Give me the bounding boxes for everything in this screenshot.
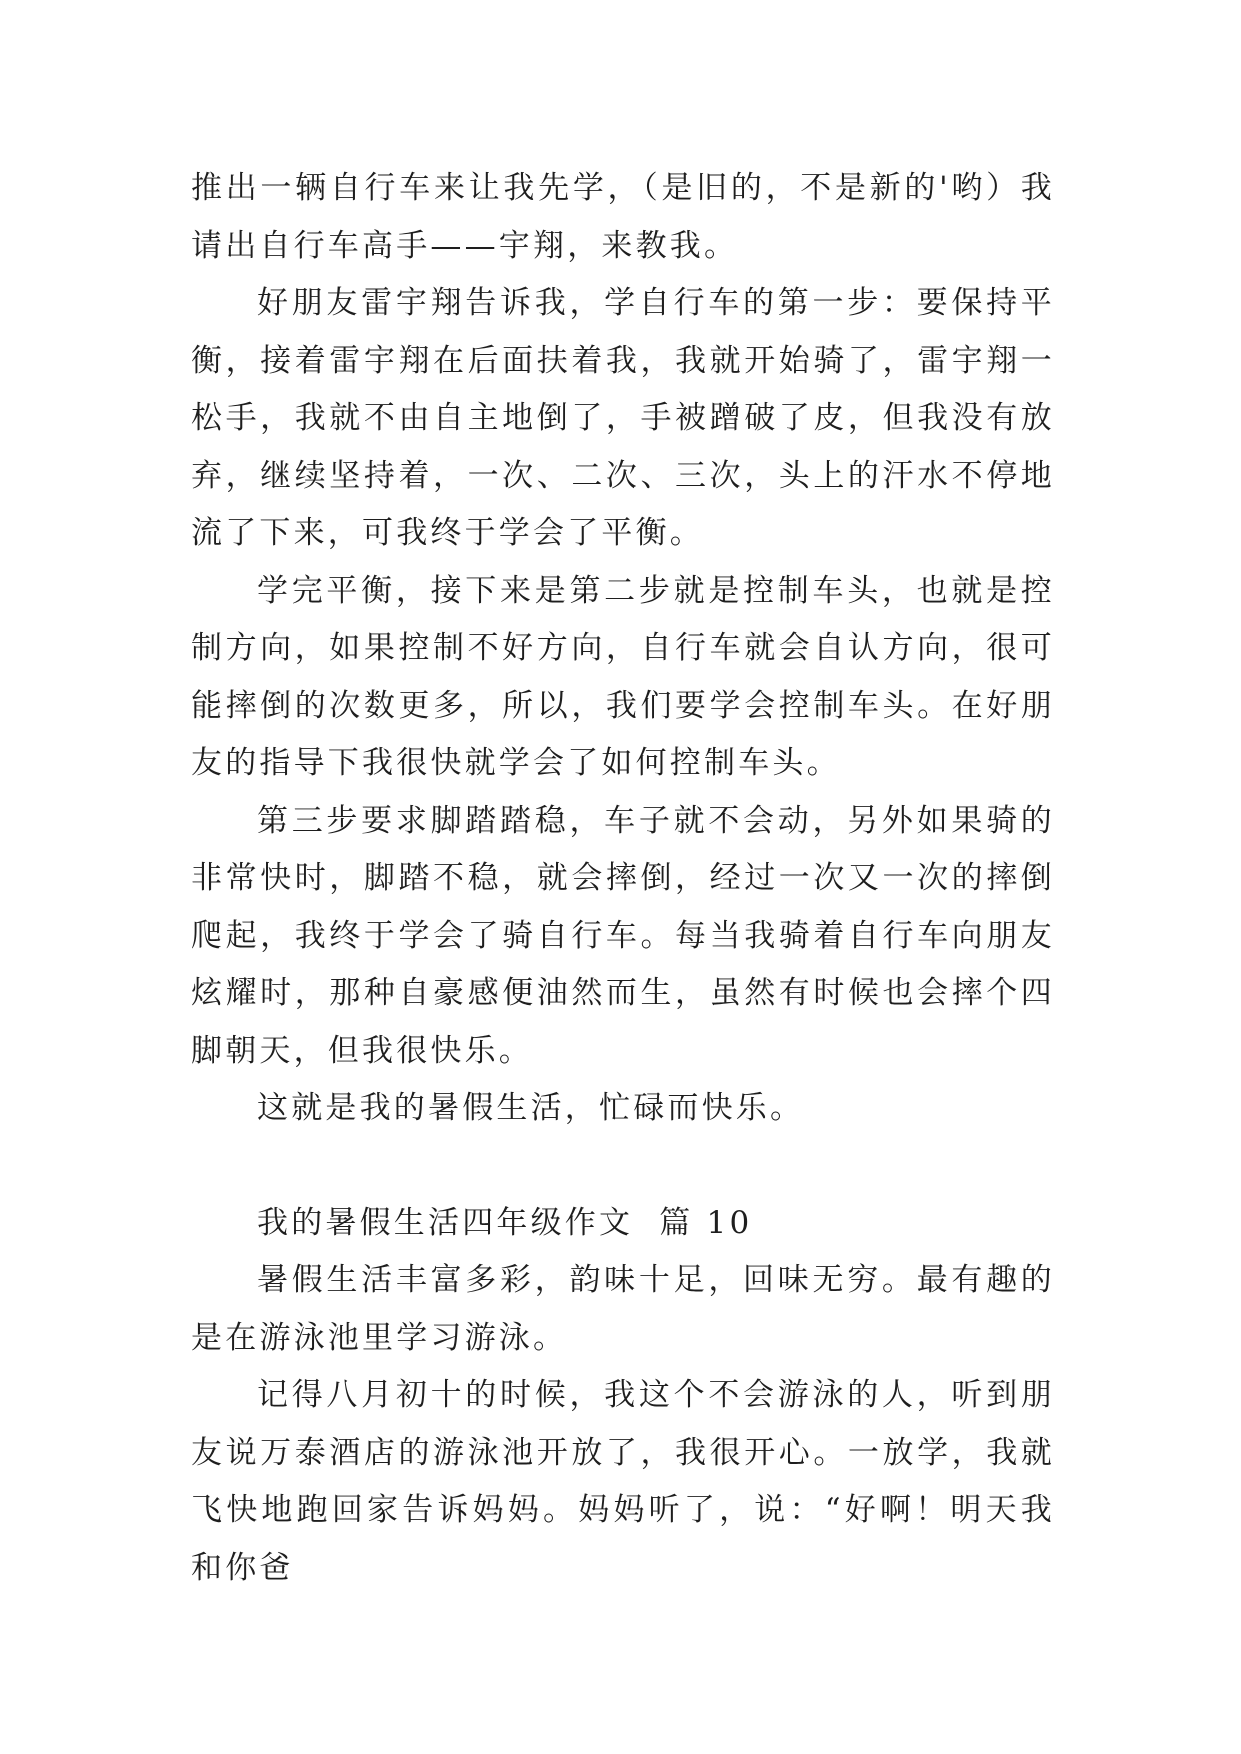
section-heading: 我的暑假生活四年级作文 篇 10 bbox=[257, 1204, 753, 1241]
paragraph-balance: 好朋友雷宇翔告诉我，学自行车的第一步：要保持平衡，接着雷宇翔在后面扶着我，我就开始骑了，雷宇翔一松手，我就不由自主地倒了，手被蹭破了皮，但我没有放弃，继续坚持着，一次、二次、三次，头上的汗水不停地流了下来，可我终于学会了平衡。 bbox=[191, 285, 1055, 551]
section-gap bbox=[191, 1138, 1055, 1195]
paragraph-continued: 推出一辆自行车来让我先学，（是旧的，不是新的'哟）我请出自行车高手——宇翔，来教我。 bbox=[191, 170, 1055, 264]
paragraph-story: 记得八月初十的时候，我这个不会游泳的人，听到朋友说万泰酒店的游泳池开放了，我很开心。一放学，我就飞快地跑回家告诉妈妈。妈妈听了，说：“好啊！明天我和你爸 bbox=[191, 1377, 1055, 1586]
paragraph-pedaling: 第三步要求脚踏踏稳，车子就不会动，另外如果骑的非常快时，脚踏不稳，就会摔倒，经过一次又一次的摔倒爬起，我终于学会了骑自行车。每当我骑着自行车向朋友炫耀时，那种自豪感便油然而生，虽然有时候也会摔个四脚朝天，但我很快乐。 bbox=[191, 802, 1055, 1069]
paragraph-steering: 学完平衡，接下来是第二步就是控制车头，也就是控制方向，如果控制不好方向，自行车就会自认方向，很可能摔倒的次数更多，所以，我们要学会控制车头。在好朋友的指导下我很快就学会了如何控制车头。 bbox=[191, 572, 1055, 781]
paragraph-conclusion: 这就是我的暑假生活，忙碌而快乐。 bbox=[257, 1090, 805, 1126]
paragraph-intro: 暑假生活丰富多彩，韵味十足，回味无穷。最有趣的是在游泳池里学习游泳。 bbox=[191, 1262, 1055, 1356]
document-body bbox=[191, 160, 1055, 1597]
